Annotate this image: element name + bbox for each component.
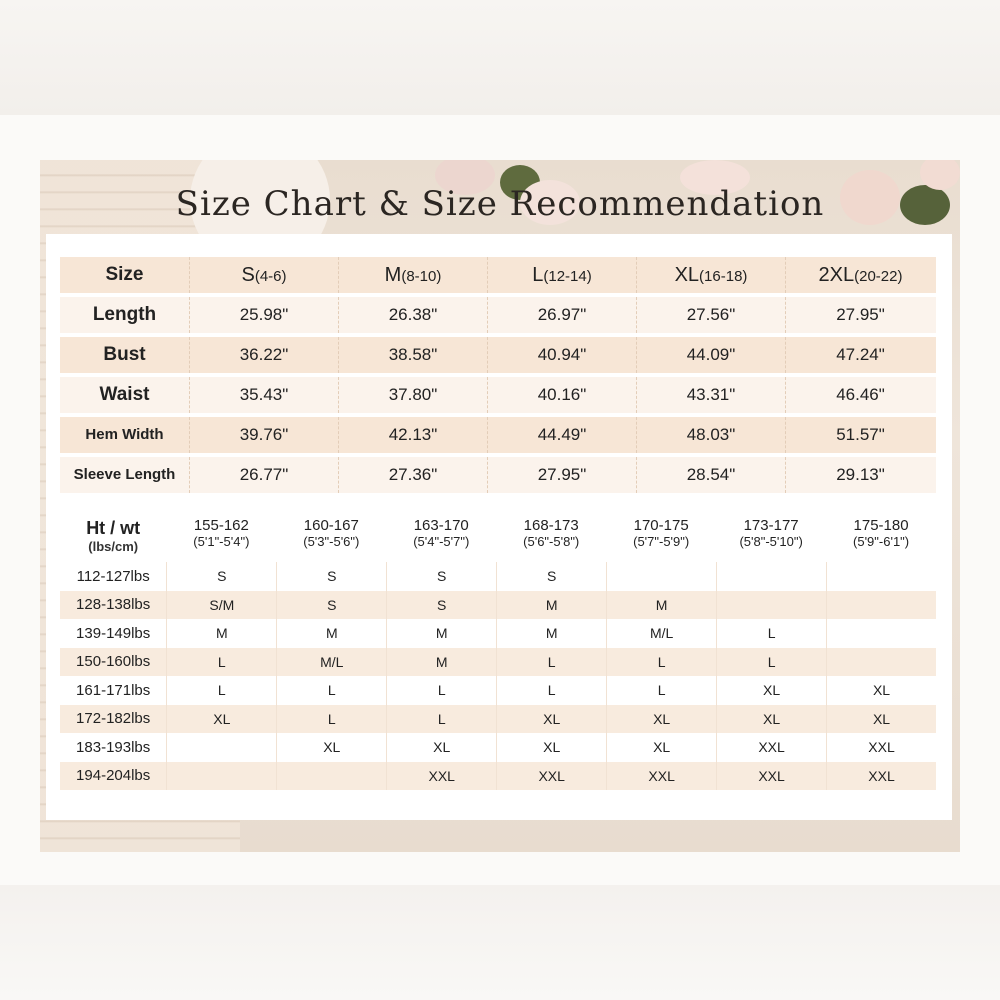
recommendation-row (60, 733, 936, 762)
weight-label: 128-138lbs (76, 596, 151, 614)
height-ft: (5'9"-6'1") (853, 534, 910, 549)
height-ft: (5'4"-5'7") (413, 534, 470, 549)
measurement-value: 44.09" (637, 337, 786, 373)
measurement-value: 36.22" (190, 337, 339, 373)
size-header-cell (786, 257, 935, 293)
recommended-size: XL (276, 733, 386, 762)
measurement-value: 44.49" (488, 417, 637, 453)
size-range: (8-10) (401, 268, 442, 285)
size-name: S (241, 264, 255, 286)
size-recommendation-table (60, 510, 936, 790)
measurement-value: 26.97" (488, 297, 637, 333)
recommended-size: L (606, 676, 716, 705)
recommended-size: L (606, 648, 716, 677)
measurement-value: 43.31" (637, 377, 786, 413)
top-band (0, 0, 1000, 115)
height-ft: (5'8"-5'10") (739, 534, 803, 549)
size-header-cell (637, 257, 786, 293)
recommendation-row (60, 619, 936, 648)
recommended-size: XL (826, 705, 936, 734)
recommended-size (826, 562, 936, 591)
measurement-value: 27.95" (488, 457, 637, 493)
height-ft: (5'1"-5'4") (193, 534, 250, 549)
recommended-size: L (166, 648, 276, 677)
recommended-size: XXL (716, 733, 826, 762)
recommended-size: M/L (606, 619, 716, 648)
height-cm: 163-170 (413, 517, 469, 534)
measurement-value: 25.98" (190, 297, 339, 333)
size-name: M (384, 264, 402, 286)
measurement-value: 28.54" (637, 457, 786, 493)
recommended-size: L (386, 705, 496, 734)
recommended-size: M (606, 591, 716, 620)
recommended-size: XL (386, 733, 496, 762)
height-cm: 160-167 (303, 517, 359, 534)
measurement-value: 42.13" (339, 417, 488, 453)
garment-measurement-table (60, 257, 936, 497)
page-title: Size Chart & Size Recommendation (175, 184, 825, 224)
recommended-size: M (496, 591, 606, 620)
recommendation-row (60, 762, 936, 791)
measurement-label: Waist (60, 377, 190, 413)
size-range: (20-22) (854, 268, 903, 285)
size-header-cell (488, 257, 637, 293)
size-range: (12-14) (543, 268, 592, 285)
recommended-size: XL (606, 733, 716, 762)
measurement-label: Bust (60, 337, 190, 373)
recommendation-row (60, 591, 936, 620)
recommendation-row (60, 562, 936, 591)
height-header-cell (386, 510, 496, 562)
recommended-size: XXL (496, 762, 606, 791)
recommended-size: L (276, 705, 386, 734)
recommended-size: L (496, 648, 606, 677)
size-name: 2XL (818, 264, 855, 286)
recommended-size: L (716, 648, 826, 677)
recommended-size: S (496, 562, 606, 591)
recommended-size (606, 562, 716, 591)
measurement-value: 47.24" (836, 345, 885, 364)
recommended-size: M (276, 619, 386, 648)
size-range: (16-18) (699, 268, 748, 285)
weight-label: 150-160lbs (76, 653, 151, 671)
recommendation-row (60, 705, 936, 734)
recommended-size: XXL (716, 762, 826, 791)
size-header-row (60, 257, 936, 293)
height-header-cell (276, 510, 386, 562)
recommended-size: XXL (606, 762, 716, 791)
height-header-cell (606, 510, 716, 562)
recommended-size: M (166, 619, 276, 648)
measurement-row (60, 417, 936, 453)
height-cm: 170-175 (633, 517, 689, 534)
measurement-row (60, 297, 936, 333)
height-ft: (5'7"-5'9") (633, 534, 690, 549)
recommended-size: L (276, 676, 386, 705)
recommended-size: L (716, 619, 826, 648)
height-header-cell (826, 510, 936, 562)
recommended-size: XXL (386, 762, 496, 791)
recommendation-row (60, 676, 936, 705)
recommended-size (826, 648, 936, 677)
corner-header (60, 518, 166, 554)
weight-label: 172-182lbs (76, 710, 151, 728)
recommended-size: M (386, 648, 496, 677)
measurement-value: 29.13" (836, 465, 885, 484)
recommended-size: S (386, 562, 496, 591)
recommended-size: XL (496, 705, 606, 734)
measurement-row (60, 337, 936, 373)
height-header-cell (166, 510, 276, 562)
recommended-size (826, 619, 936, 648)
measurement-value: 26.38" (339, 297, 488, 333)
measurement-value: 37.80" (339, 377, 488, 413)
recommended-size: S (276, 591, 386, 620)
measurement-value: 38.58" (339, 337, 488, 373)
weight-label: 183-193lbs (76, 738, 151, 756)
measurement-value: 48.03" (637, 417, 786, 453)
weight-label: 161-171lbs (76, 681, 151, 699)
recommended-size (166, 762, 276, 791)
recommended-size: XL (166, 705, 276, 734)
height-header-row (60, 510, 936, 562)
recommended-size: L (496, 676, 606, 705)
recommended-size: L (386, 676, 496, 705)
corner-label: Ht / wt (86, 518, 141, 538)
measurement-value: 40.94" (488, 337, 637, 373)
recommended-size (716, 591, 826, 620)
bottom-band (0, 885, 1000, 1000)
height-cm: 155-162 (193, 517, 249, 534)
recommended-size (826, 591, 936, 620)
height-ft: (5'6"-5'8") (523, 534, 580, 549)
measurement-value: 27.36" (339, 457, 488, 493)
weight-label: 112-127lbs (76, 567, 150, 585)
recommended-size: XXL (826, 733, 936, 762)
measurement-value: 35.43" (190, 377, 339, 413)
recommended-size (166, 733, 276, 762)
recommended-size: L (166, 676, 276, 705)
measurement-label: Length (60, 297, 190, 333)
size-header-cell (339, 257, 488, 293)
measurement-row (60, 377, 936, 413)
recommended-size (716, 562, 826, 591)
recommended-size: XL (496, 733, 606, 762)
measurement-value: 27.95" (836, 305, 885, 324)
recommended-size: XXL (826, 762, 936, 791)
weight-label: 194-204lbs (76, 767, 151, 785)
measurement-value: 39.76" (190, 417, 339, 453)
measurement-value: 46.46" (836, 385, 885, 404)
size-name: XL (674, 264, 700, 286)
recommended-size: M/L (276, 648, 386, 677)
measurement-value: 27.56" (637, 297, 786, 333)
recommended-size: XL (716, 705, 826, 734)
height-cm: 175-180 (853, 517, 909, 534)
size-header-label: Size (60, 257, 190, 293)
measurement-label: Hem Width (60, 417, 190, 453)
recommended-size (276, 762, 386, 791)
measurement-value: 51.57" (836, 425, 885, 444)
recommended-size: M (496, 619, 606, 648)
recommended-size: XL (716, 676, 826, 705)
height-header-cell (716, 510, 826, 562)
weight-label: 139-149lbs (76, 624, 151, 642)
recommended-size: XL (606, 705, 716, 734)
measurement-value: 26.77" (190, 457, 339, 493)
height-cm: 168-173 (523, 517, 579, 534)
recommended-size: S (166, 562, 276, 591)
height-ft: (5'3"-5'6") (303, 534, 360, 549)
recommended-size: S (276, 562, 386, 591)
measurement-label: Sleeve Length (60, 457, 190, 493)
height-cm: 173-177 (743, 517, 799, 534)
height-header-cell (496, 510, 606, 562)
corner-sub: (lbs/cm) (88, 539, 139, 554)
recommended-size: S/M (166, 591, 276, 620)
measurement-row (60, 457, 936, 493)
recommended-size: S (386, 591, 496, 620)
size-name: L (532, 264, 544, 286)
recommendation-row (60, 648, 936, 677)
size-header-cell (190, 257, 339, 293)
measurement-value: 40.16" (488, 377, 637, 413)
recommended-size: XL (826, 676, 936, 705)
recommended-size: M (386, 619, 496, 648)
size-range: (4-6) (254, 268, 287, 285)
